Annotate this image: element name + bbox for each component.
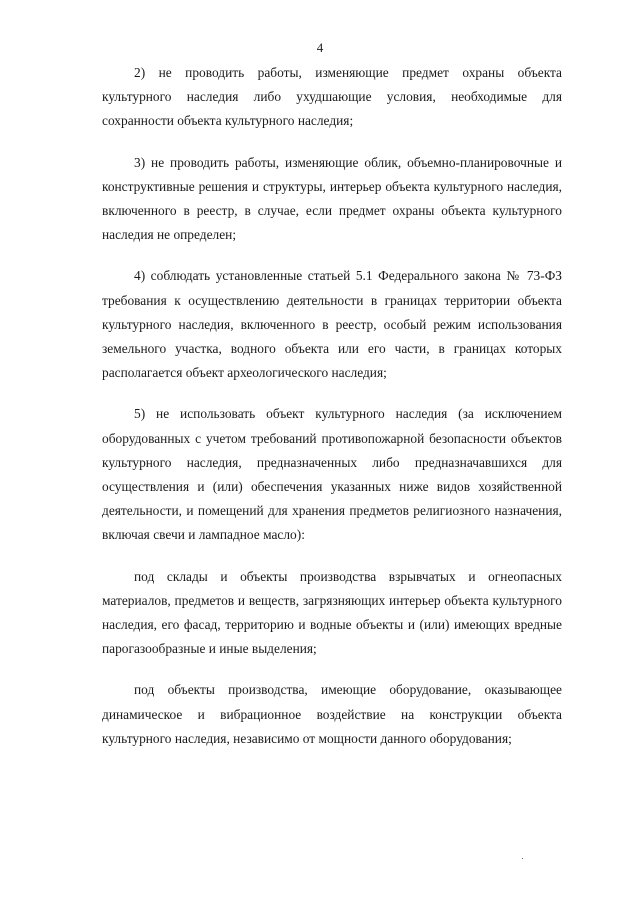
page-number: 4 <box>316 40 324 55</box>
scan-speck <box>522 858 523 859</box>
paragraph-subitem-warehouses: под склады и объекты производства взрывчатых и огнеопасных материалов, предметов и веществ, загрязняющих интерьер объекта культурного наследия, его фасад, территорию и водные объекты и (или) имеющих вредные парогазообразные и иные выделения; <box>102 568 562 657</box>
paragraph-item-4: 4) соблюдать установленные статьей 5.1 Федерального закона № 73-ФЗ требования к осуществлению деятельности в границах территории объекта культурного наследия, включенного в реестр, особый режим использования земельного участка, водного объекта или его части, в границах которых располагается объект археологического наследия; <box>102 268 562 381</box>
paragraph-item-3: 3) не проводить работы, изменяющие облик, объемно-планировочные и конструктивные решения и структуры, интерьер объекта культурного наследия, включенного в реестр, в случае, если предмет охраны объекта культурного наследия не определен; <box>102 154 562 243</box>
paragraph-item-5: 5) не использовать объект культурного наследия (за исключением оборудованных с учетом требований противопожарной безопасности объектов культурного наследия, предназначенных либо предназначавшихся для осуществления и (или) обеспечения указанных ниже видов хозяйственной деятельности, и помещений для хранения предметов религиозного назначения, включая свечи и лампадное масло): <box>102 406 562 543</box>
paragraph-subitem-production: под объекты производства, имеющие оборудование, оказывающее динамическое и вибрационное воздействие на конструкции объекта культурного наследия, независимо от мощности данного оборудования; <box>102 682 562 746</box>
paragraph-item-2: 2) не проводить работы, изменяющие предмет охраны объекта культурного наследия либо ухудшающие условия, необходимые для сохранности объекта культурного наследия; <box>102 65 562 129</box>
document-body <box>102 61 562 768</box>
